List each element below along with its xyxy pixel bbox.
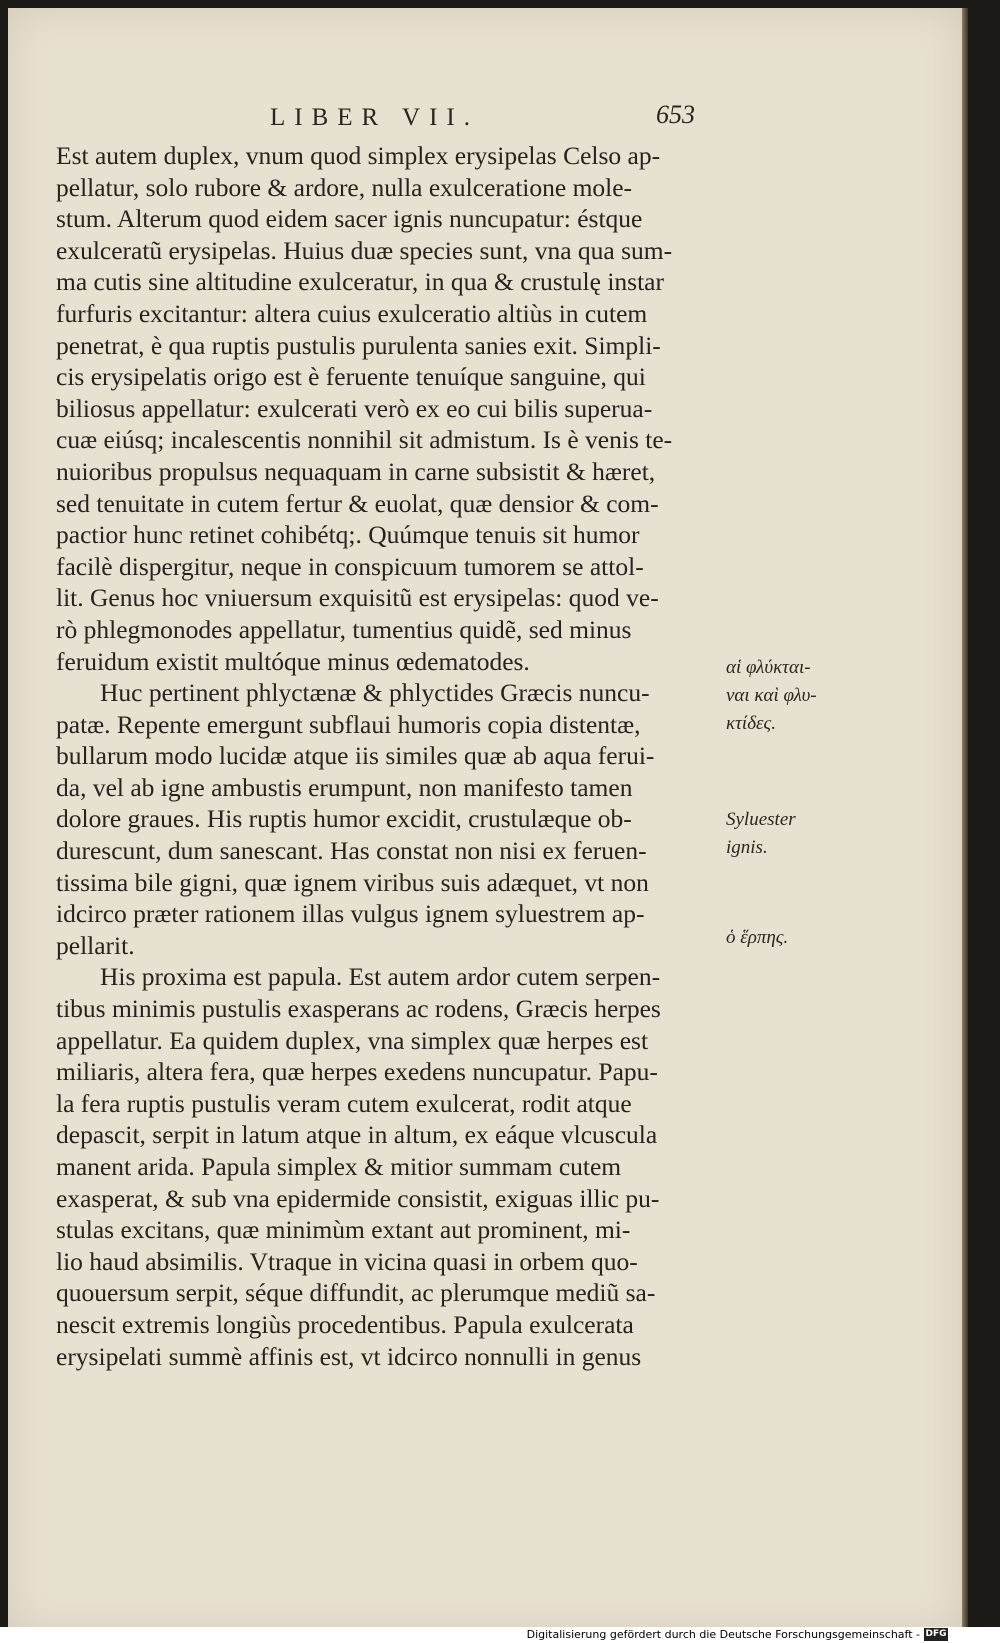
margin-note-herpes <box>726 924 946 952</box>
text-line: ma cutis sine altitudine exulceratur, in qua & crustulę instar <box>56 267 664 297</box>
text-line: nuioribus propulsus nequaquam in carne subsistit & hæret, <box>56 456 656 486</box>
text-line: bullarum modo lucidæ atque iis similes quæ ab aqua ferui- <box>56 741 655 771</box>
text-line: da, vel ab igne ambustis erumpunt, non manifesto tamen <box>56 772 633 802</box>
margin-note-line: ναι καὶ φλυ- <box>726 685 817 706</box>
text-line: quouersum serpit, séque diffundit, ac plerumque mediũ sa- <box>56 1278 656 1308</box>
text-line: tissima bile gigni, quæ ignem viribus suis adæquet, vt non <box>56 867 649 897</box>
margin-note-line: κτίδες. <box>726 713 776 734</box>
page-number: 653 <box>656 100 695 129</box>
text-line: cis erysipelatis origo est è feruente tenuíque sanguine, qui <box>56 362 646 392</box>
text-line: appellatur. Ea quidem duplex, vna simplex quæ herpes est <box>56 1025 649 1055</box>
text-line: lio haud absimilis. Vtraque in vicina quasi in orbem quo- <box>56 1246 638 1276</box>
text-line: lit. Genus hoc vniuersum exquisitũ est erysipelas: quod ve- <box>56 583 659 613</box>
text-line: penetrat, è qua ruptis pustulis purulenta sanies exit. Simpli- <box>56 330 661 360</box>
margin-note-line: αἱ φλύκται- <box>726 657 811 678</box>
page-edge <box>962 8 968 1632</box>
text-line: idcirco præter rationem illas vulgus ignem syluestrem ap- <box>56 899 645 929</box>
text-line: miliaris, altera fera, quæ herpes exedens nuncupatur. Papu- <box>56 1057 658 1087</box>
text-line: tibus minimis pustulis exasperans ac rodens, Græcis herpes <box>56 994 661 1024</box>
margin-note-syluester <box>726 806 946 862</box>
dfg-logo: DFG <box>925 1629 947 1639</box>
text-line: exulceratũ erysipelas. Huius duæ species sunt, vna qua sum- <box>56 235 673 265</box>
digitization-footer <box>0 1627 1000 1643</box>
margin-note-phlyctaenae <box>726 654 946 738</box>
text-line: biliosus appellatur: exulcerati verò ex eo cui bilis superua- <box>56 393 653 423</box>
text-line: la fera ruptis pustulis veram cutem exulcerat, rodit atque <box>56 1088 632 1118</box>
text-line: cuæ eiúsq; incalescentis nonnihil sit admistum. Is è venis te- <box>56 425 673 455</box>
footer-credit: Digitalisierung gefördert durch die Deutsche Forschungsgemeinschaft - <box>526 1628 920 1641</box>
text-line: stulas excitans, quæ minimùm extant aut prominent, mi- <box>56 1215 631 1245</box>
margin-note-line: ὁ ἕρπης. <box>726 927 789 948</box>
text-line: rò phlegmonodes appellatur, tumentius quidẽ, sed minus <box>56 614 632 644</box>
text-line: patæ. Repente emergunt subflaui humoris copia distentæ, <box>56 709 641 739</box>
text-line: manent arida. Papula simplex & mitior summam cutem <box>56 1152 622 1181</box>
margin-note-line: Syluester <box>726 809 796 830</box>
text-line: depascit, serpit in latum atque in altum, ex eáque vlcuscula <box>56 1120 658 1150</box>
text-line: pellatur, solo rubore & ardore, nulla exulceratione mole- <box>56 172 633 202</box>
body-text <box>56 140 696 1372</box>
text-line: erysipelati summè affinis est, vt idcirco nonnulli in genus <box>56 1341 642 1371</box>
text-line: sed tenuitate in cutem fertur & euolat, quæ densior & com- <box>56 488 659 518</box>
text-line: Est autem duplex, vnum quod simplex erysipelas Celso ap- <box>56 141 661 170</box>
running-title: LIBER VII. <box>270 104 479 131</box>
text-line: nescit extremis longiùs procedentibus. Papula exulcerata <box>56 1309 634 1339</box>
margin-note-line: ignis. <box>726 837 768 858</box>
text-line: durescunt, dum sanescant. Has constat non nisi ex feruen- <box>56 836 647 866</box>
paragraph-start-line: Huc pertinent phlyctænæ & phlyctides Græcis nuncu- <box>100 678 650 708</box>
running-head <box>8 100 962 138</box>
text-line: facilè dispergitur, neque in conspicuum tumorem se attol- <box>56 551 644 581</box>
text-line: dolore graues. His ruptis humor excidit, crustulæque ob- <box>56 804 632 834</box>
text-line: pellarit. <box>56 930 135 960</box>
text-line: feruidum existit multóque minus œdematodes. <box>56 646 530 676</box>
paragraph-start-line: His proxima est papula. Est autem ardor cutem serpen- <box>100 962 661 992</box>
text-line: stum. Alterum quod eidem sacer ignis nuncupatur: éstque <box>56 204 643 234</box>
book-page <box>8 8 962 1632</box>
text-line: exasperat, & sub vna epidermide consistit, exiguas illic pu- <box>56 1183 660 1213</box>
text-line: furfuris excitantur: altera cuius exulceratio altiùs in cutem <box>56 298 648 328</box>
text-line: pactior hunc retinet cohibétq;. Quúmque tenuis sit humor <box>56 520 640 550</box>
